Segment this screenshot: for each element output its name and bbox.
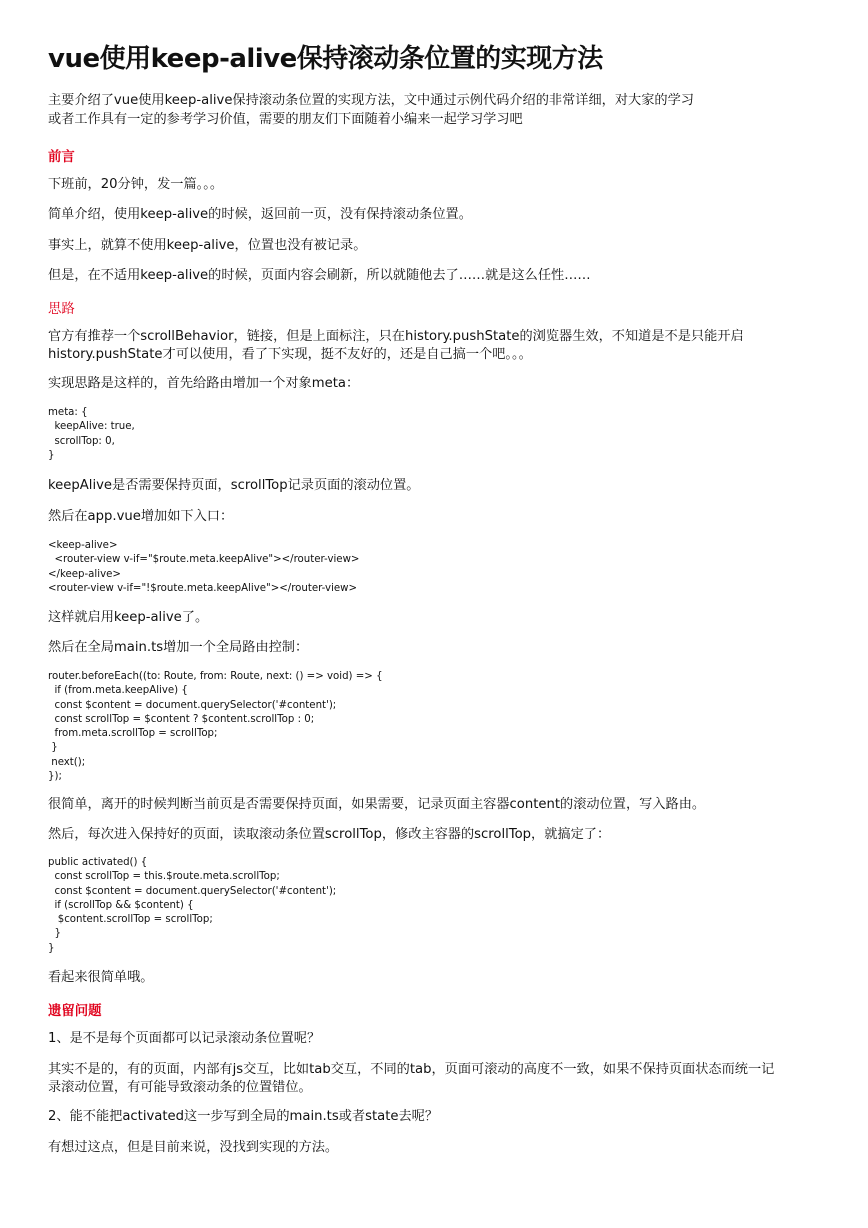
paragraph: 然后在app.vue增加如下入口： [48,509,234,524]
paragraph: 然后，每次进入保持好的页面，读取滚动条位置scrollTop，修改主容器的scrollTop，就搞定了： [48,827,611,842]
paragraph: 很简单，离开的时候判断当前页是否需要保持页面，如果需要，记录页面主容器content的滚动位置，写入路由。 [48,797,706,812]
code-block-activated: public activated() { const scrollTop = this.$route.meta.scrollTop; const $content = document.querySelector('#content'); if (scrollTop && $content) { $content.scrollTop = scrollTop; } } [48,857,337,954]
code-block-router: router.beforeEach((to: Route, from: Route, next: () => void) => { if (from.meta.keepAlive) { const $content = document.querySelector('#content'); const scrollTop = $content ? $content.scrollTop : 0; from.meta.scrollTop = scrollTop; } next(); }); [48,671,383,783]
code-block-meta: meta: { keepAlive: true, scrollTop: 0, } [48,407,135,461]
summary-line-2: 或者工作具有一定的参考学习价值，需要的朋友们下面随着小编来一起学习学习吧 [48,112,523,127]
code-block-app-vue: <keep-alive> <router-view v-if="$route.meta.keepAlive"></router-view> </keep-alive> <router-view v-if="!$route.meta.keepAlive"></router-view> [48,540,360,594]
section-heading-preface: 前言 [48,150,75,165]
issue-question-1: 1、是不是每个页面都可以记录滚动条位置呢？ [48,1031,321,1046]
issue-answer-1-line-1: 其实不是的，有的页面，内部有js交互，比如tab交互，不同的tab，页面可滚动的高度不一致，如果不保持页面状态而统一记 [48,1062,775,1077]
paragraph: 看起来很简单哦。 [48,970,154,985]
paragraph: 实现思路是这样的，首先给路由增加一个对象meta： [48,376,360,391]
issue-answer-1-line-2: 录滚动位置，有可能导致滚动条的位置错位。 [48,1080,312,1095]
paragraph: 但是，在不适用keep-alive的时候，页面内容会刷新，所以就随他去了……就是这么任性…… [48,268,591,283]
issue-question-2: 2、能不能把activated这一步写到全局的main.ts或者state去呢？ [48,1109,439,1124]
section-heading-issues: 遗留问题 [48,1004,102,1019]
issue-answer-2: 有想过这点，但是目前来说，没找到实现的方法。 [48,1140,339,1155]
paragraph-line-2: history.pushState才可以使用，看了下实现，挺不友好的，还是自己搞一个吧。。。 [48,347,532,362]
paragraph: 这样就启用keep-alive了。 [48,610,209,625]
paragraph-line-1: 官方有推荐一个scrollBehavior，链接，但是上面标注，只在history.pushState的浏览器生效，不知道是不是只能开启 [48,329,744,344]
section-heading-idea: 思路 [48,302,75,317]
paragraph: keepAlive是否需要保持页面，scrollTop记录页面的滚动位置。 [48,478,420,493]
paragraph: 事实上，就算不使用keep-alive，位置也没有被记录。 [48,238,367,253]
paragraph: 简单介绍，使用keep-alive的时候，返回前一页，没有保持滚动条位置。 [48,207,472,222]
summary-line-1: 主要介绍了vue使用keep-alive保持滚动条位置的实现方法，文中通过示例代码介绍的非常详细，对大家的学习 [48,93,694,108]
article-title: vue使用keep-alive保持滚动条位置的实现方法 [48,44,603,74]
paragraph: 下班前，20分钟，发一篇。。。 [48,177,224,192]
paragraph: 然后在全局main.ts增加一个全局路由控制： [48,640,309,655]
